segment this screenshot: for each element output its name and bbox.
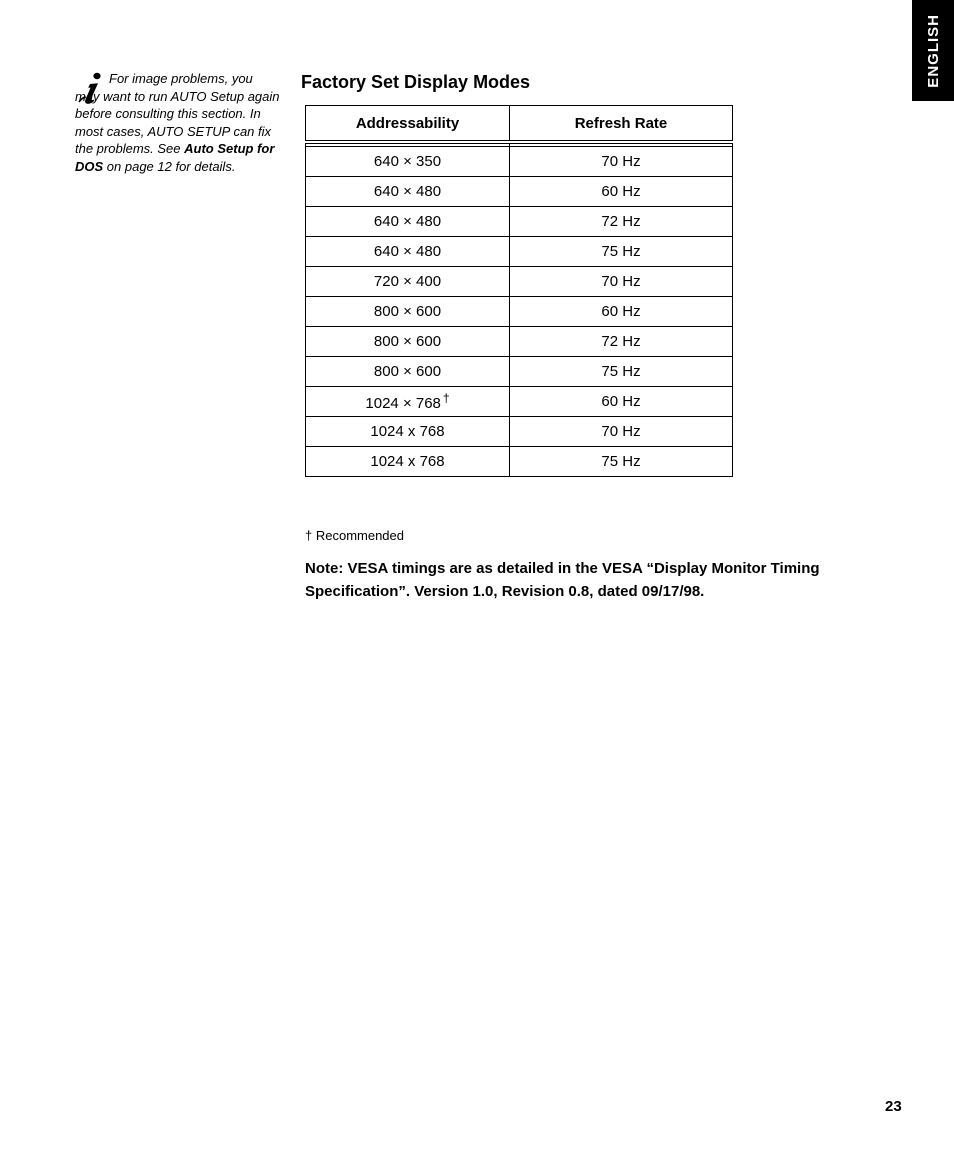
sidenote-text-1: For image problems, you may want to run AUTO Setup again before consulting this section. In most cases, AUTO SETUP can fix the problems. See xyxy=(75,71,280,156)
refresh-rate-cell: 75 Hz xyxy=(510,357,733,387)
table-row xyxy=(306,387,733,417)
display-modes-table xyxy=(305,105,733,477)
addressability-cell: 800 × 600 xyxy=(306,357,510,387)
addressability-cell: 800 × 600 xyxy=(306,297,510,327)
table-row xyxy=(306,237,733,267)
table-header-row xyxy=(306,106,733,143)
table-row xyxy=(306,447,733,477)
table-row xyxy=(306,297,733,327)
refresh-rate-cell: 70 Hz xyxy=(510,267,733,297)
column-header-addressability: Addressability xyxy=(306,106,510,143)
language-tab-label: ENGLISH xyxy=(924,13,942,88)
addressability-cell: 800 × 600 xyxy=(306,327,510,357)
column-header-refresh-rate: Refresh Rate xyxy=(510,106,733,143)
addressability-value: 1024 × 768 xyxy=(365,395,441,412)
addressability-cell: 640 × 350 xyxy=(306,147,510,177)
refresh-rate-cell: 75 Hz xyxy=(510,237,733,267)
addressability-cell: 720 × 400 xyxy=(306,267,510,297)
recommended-mark: † xyxy=(442,391,450,405)
table-row xyxy=(306,177,733,207)
table-row xyxy=(306,147,733,177)
sidenote-text-2: on page 12 for details. xyxy=(103,158,236,174)
addressability-cell: 640 × 480 xyxy=(306,237,510,267)
refresh-rate-cell: 70 Hz xyxy=(510,417,733,447)
sidenote-reference: Auto Setup for DOS xyxy=(75,141,275,174)
refresh-rate-cell: 60 Hz xyxy=(510,297,733,327)
page-number: 23 xyxy=(885,1098,902,1115)
sidenote xyxy=(75,70,280,175)
addressability-cell xyxy=(306,387,510,417)
refresh-rate-cell: 70 Hz xyxy=(510,147,733,177)
addressability-cell: 640 × 480 xyxy=(306,177,510,207)
table-row xyxy=(306,207,733,237)
refresh-rate-cell: 60 Hz xyxy=(510,177,733,207)
addressability-cell: 1024 x 768 xyxy=(306,447,510,477)
section-title: Factory Set Display Modes xyxy=(301,72,531,92)
footnote-recommended: † Recommended xyxy=(305,528,404,543)
table-row xyxy=(306,327,733,357)
addressability-cell: 640 × 480 xyxy=(306,207,510,237)
refresh-rate-cell: 75 Hz xyxy=(510,447,733,477)
vesa-timing-note: Note: VESA timings are as detailed in the VESA “Display Monitor Timing Specification”. Version 1.0, Revision 0.8, dated 09/17/98. xyxy=(305,560,820,600)
language-tab xyxy=(912,0,954,101)
refresh-rate-cell: 72 Hz xyxy=(510,327,733,357)
refresh-rate-cell: 60 Hz xyxy=(510,387,733,417)
table-row xyxy=(306,267,733,297)
refresh-rate-cell: 72 Hz xyxy=(510,207,733,237)
addressability-cell: 1024 x 768 xyxy=(306,417,510,447)
table-row xyxy=(306,357,733,387)
table-row xyxy=(306,417,733,447)
